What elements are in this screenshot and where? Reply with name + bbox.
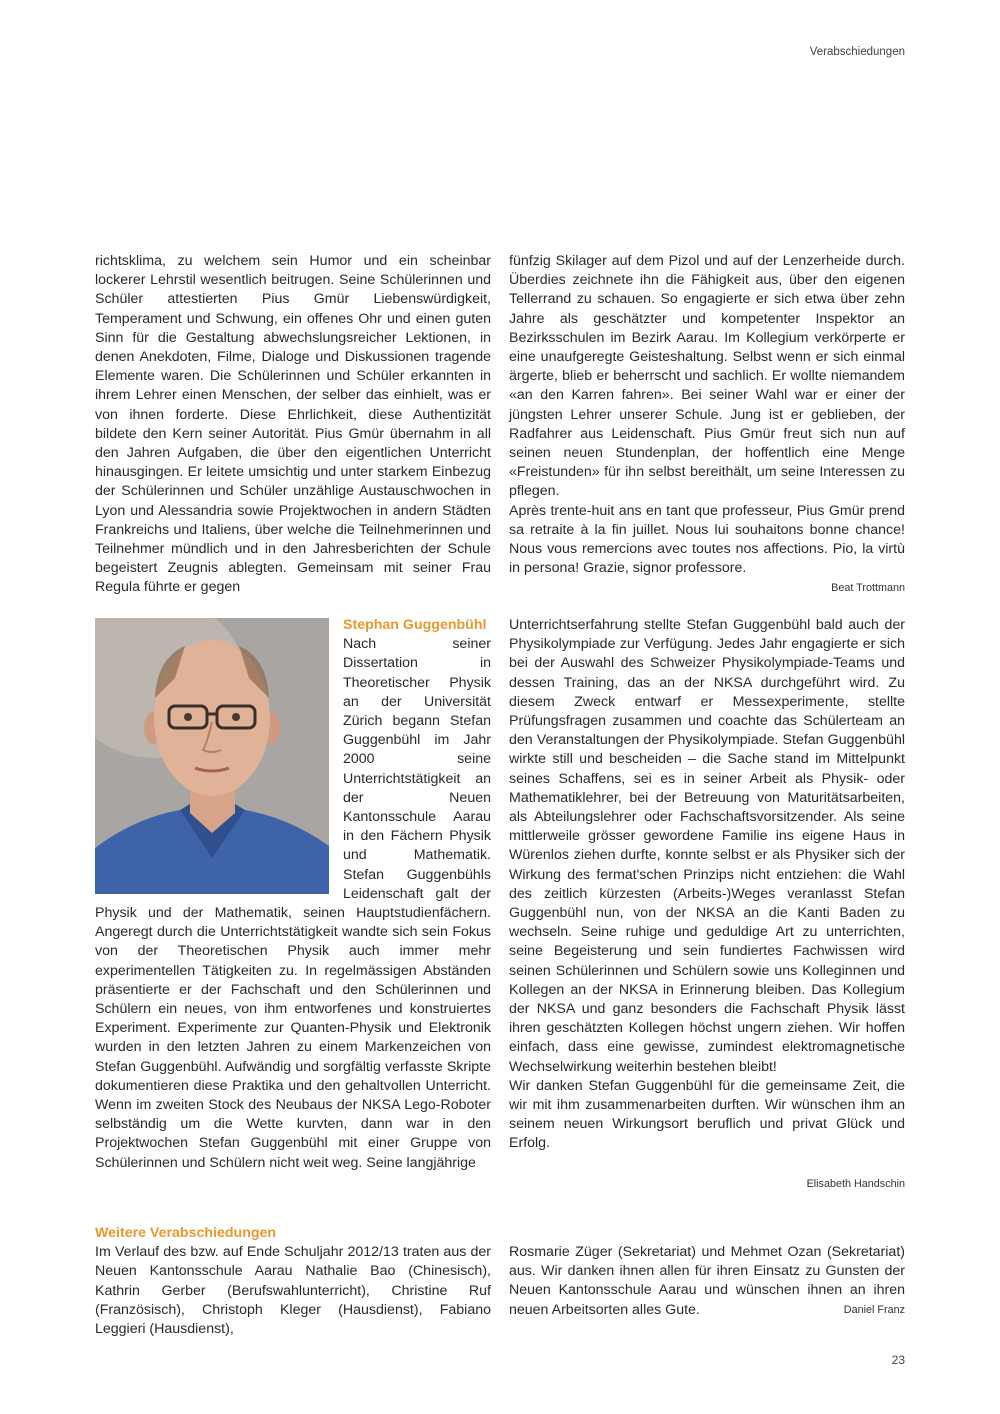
article2-author: Elisabeth Handschin [806,1177,905,1190]
article1-right-paragraph-2: Après trente-huit ans en tant que professeur, Pius Gmür prend sa retraite à la fin juillet. Nous lui souhaitons bonne chance! Nous vous remercions avec toutes nos affections. Pio, la virtù in persona! Grazie, signor professore. [509,502,905,577]
article3-right-column [509,1243,905,1316]
portrait-photo [95,618,329,894]
article3-title: Weitere Verabschiedungen [95,1225,277,1241]
article1-right-column [509,252,905,594]
article1-left-text: richtsklima, zu welchem sein Humor und ein scheinbar lockerer Lehrstil wesentlich beitrugen. Seine Schülerinnen und Schüler attestierten Pius Gmür Liebenswürdigkeit, Temperament und Schwung, ein offenes Ohr und einen guten Sinn für die Gestaltung abwechslungsreicher Lektionen, in denen Anekdoten, Filme, Dialoge und Diskussionen tragende Elemente waren. Die Schülerinnen und Schüler erkannten in ihrem Lehrer einen Menschen, der selber das einhielt, was er von ihnen forderte. Diese Ehrlichkeit, diese Authentizität bildete den Kern seiner Autorität. Pius Gmür übernahm in all den Jahren Aufgaben, die über den eigentlichen Unterricht hinausgingen. Er leitete umsichtig und unter starkem Einbezug der Schülerinnen und Schüler unzählige Austauschwochen in Lyon und Alessandria sowie Projektwochen in andern Städten Frankreichs und Italiens, über welche die Teilnehmerinnen und Teilnehmer mündlich und in den Jahresberichten der Schule begeistert Zeugnis ablegten. Gemeinsam mit seiner Frau Regula führte er gegen [95,253,491,596]
article1-left-column [95,252,491,598]
article2-right-column [509,616,905,1190]
article2-right-paragraph-2: Wir danken Stefan Guggenbühl für die gemeinsame Zeit, die wir mit ihm zusammenarbeiten durften. Wir wünschen ihm an seinem neuen Wirkungsort beruflich und privat Glück und Erfolg. [509,1077,905,1152]
running-head: Verabschiedungen [809,46,905,58]
article2-right-paragraph-1: Unterrichtserfahrung stellte Stefan Guggenbühl bald auch der Physikolympiade zur Verfügung. Jedes Jahr engagierte er sich bei der Auswahl des Schweizer Physikolympiade-Teams und dessen Training, das an der NKSA durchgeführt wird. Zu diesem Zweck entwarf er Messexperimente, stellte Prüfungsfragen zusammen und coachte das Schülerteam an den Veranstaltungen der Physikolympiade. Stefan Guggenbühl wirkte still und bescheiden – die Sache stand im Mittelpunkt seines Schaffens, sei es in seiner Arbeit als Physik- oder Mathematiklehrer, bei der Betreuung von Maturitätsarbeiten, als Abteilungslehrer oder Fachschaftsvorsitzender. Als seine mittlerweile grösser gewordene Familie ins eigene Haus in Würenlos ziehen durfte, konnte selbst er als Physiker sich der Wirkung des fermat'schen Prinzips nicht entziehen: die Wahl des zeitlich kürzesten (Arbeits-)Weges veranlasst Stefan Guggenbühl nun, von der NKSA an die Kanti Baden zu wechseln. Seine ruhige und geduldige Art zu unterrichten, seine Begeisterung und sein fundiertes Fachwissen wird seinen Schülerinnen und Schülern sowie uns Kolleginnen und Kollegen an der NKSA in Erinnerung bleiben. Das Kollegium der NKSA und ganz besonders die Fachschaft Physik lässt ihren geschätzten Kollegen höchst ungern ziehen. Wir hoffen einfach, dass eine gewisse, zumindest elektromagnetische Wechselwirkung weiterhin bestehen bleibt! [509,617,905,1075]
article3-right-text: Rosmarie Züger (Sekretariat) und Mehmet Ozan (Sekretariat) aus. Wir danken ihnen allen für ihren Einsatz zu Gunsten der Neuen Kantonsschule Aarau und wünschen ihnen an ihren neuen Arbeitsorten alles Gute. [509,1244,905,1318]
article1-author: Beat Trottmann [831,582,905,595]
page-number: 23 [891,1353,905,1367]
article2-left-column [95,616,491,1173]
article3-left-column [95,1224,491,1339]
article3-left-text: Im Verlauf des bzw. auf Ende Schuljahr 2012/13 traten aus der Neuen Kantonsschule Aarau Nathalie Bao (Chinesisch), Kathrin Gerber (Berufswahlunterricht), Christine Ruf (Französisch), Christoph Kleger (Hausdienst), Fabiano Leggieri (Hausdienst), [95,1244,491,1338]
article2-left-body: Nach seiner Dissertation in Theoretischer Physik an der Universität Zürich begann Stefan Guggenbühl im Jahr 2000 seine Unterrichtstätigkeit an der Neuen Kantonsschule Aarau in den Fächern Physik und Mathematik. Stefan Guggenbühls Leidenschaft galt der Physik und der Mathematik, seinen Hauptstudienfächern. Angeregt durch die Unterrichtstätigkeit wandte sich sein Fokus von der Theoretischen Physik auch immer mehr experimentellen Tätigkeiten zu. In regelmässigen Abständen präsentierte er der Fachschaft und den Schülerinnen und Schülern ein neues, von ihm entworfenes und konstruiertes Experiment. Experimente zur Quanten-Physik und Elektronik wurden in den letzten Jahren zu einem Markenzeichen von Stefan Guggenbühl. Aufwändig und sorgfältig verfasste Skripte dokumentieren diese Praktika und den gehaltvollen Unterricht. Wenn im zweiten Stock des Neubaus der NKSA Lego-Roboter selbständig um die Wette kurvten, dann war in den Projektwochen Stefan Guggenbühl mit einer Gruppe von Schülerinnen und Schülern nicht weit weg. Seine langjährige [95,636,491,1171]
article3-author: Daniel Franz [843,1303,905,1316]
article2-title: Stephan Guggenbühl [343,617,487,633]
article1-right-paragraph-1: fünfzig Skilager auf dem Pizol und auf der Lenzerheide durch. Überdies zeichnete ihn die Fähigkeit aus, über den eigenen Tellerrand zu schauen. So engagierte er sich etwa über zehn Jahre als geschätzter und kompetenter Inspektor an Bezirksschulen im Bezirk Aarau. Im Kollegium verkörperte er eine unaufgeregte Geisteshaltung. Selbst wenn er sich einmal ärgerte, blieb er beherrscht und sachlich. Er wollte niemandem «an den Karren fahren». Bei seiner Wahl war er einer der jüngsten Lehrer unserer Schule. Jung ist er geblieben, der Radfahrer aus Leidenschaft. Pius Gmür freut sich nun auf seinen neuen Stundenplan, der hoffentlich eine Menge «Freistunden» für ihn selbst bereithält, um seine Interessen zu pflegen. [509,253,905,500]
